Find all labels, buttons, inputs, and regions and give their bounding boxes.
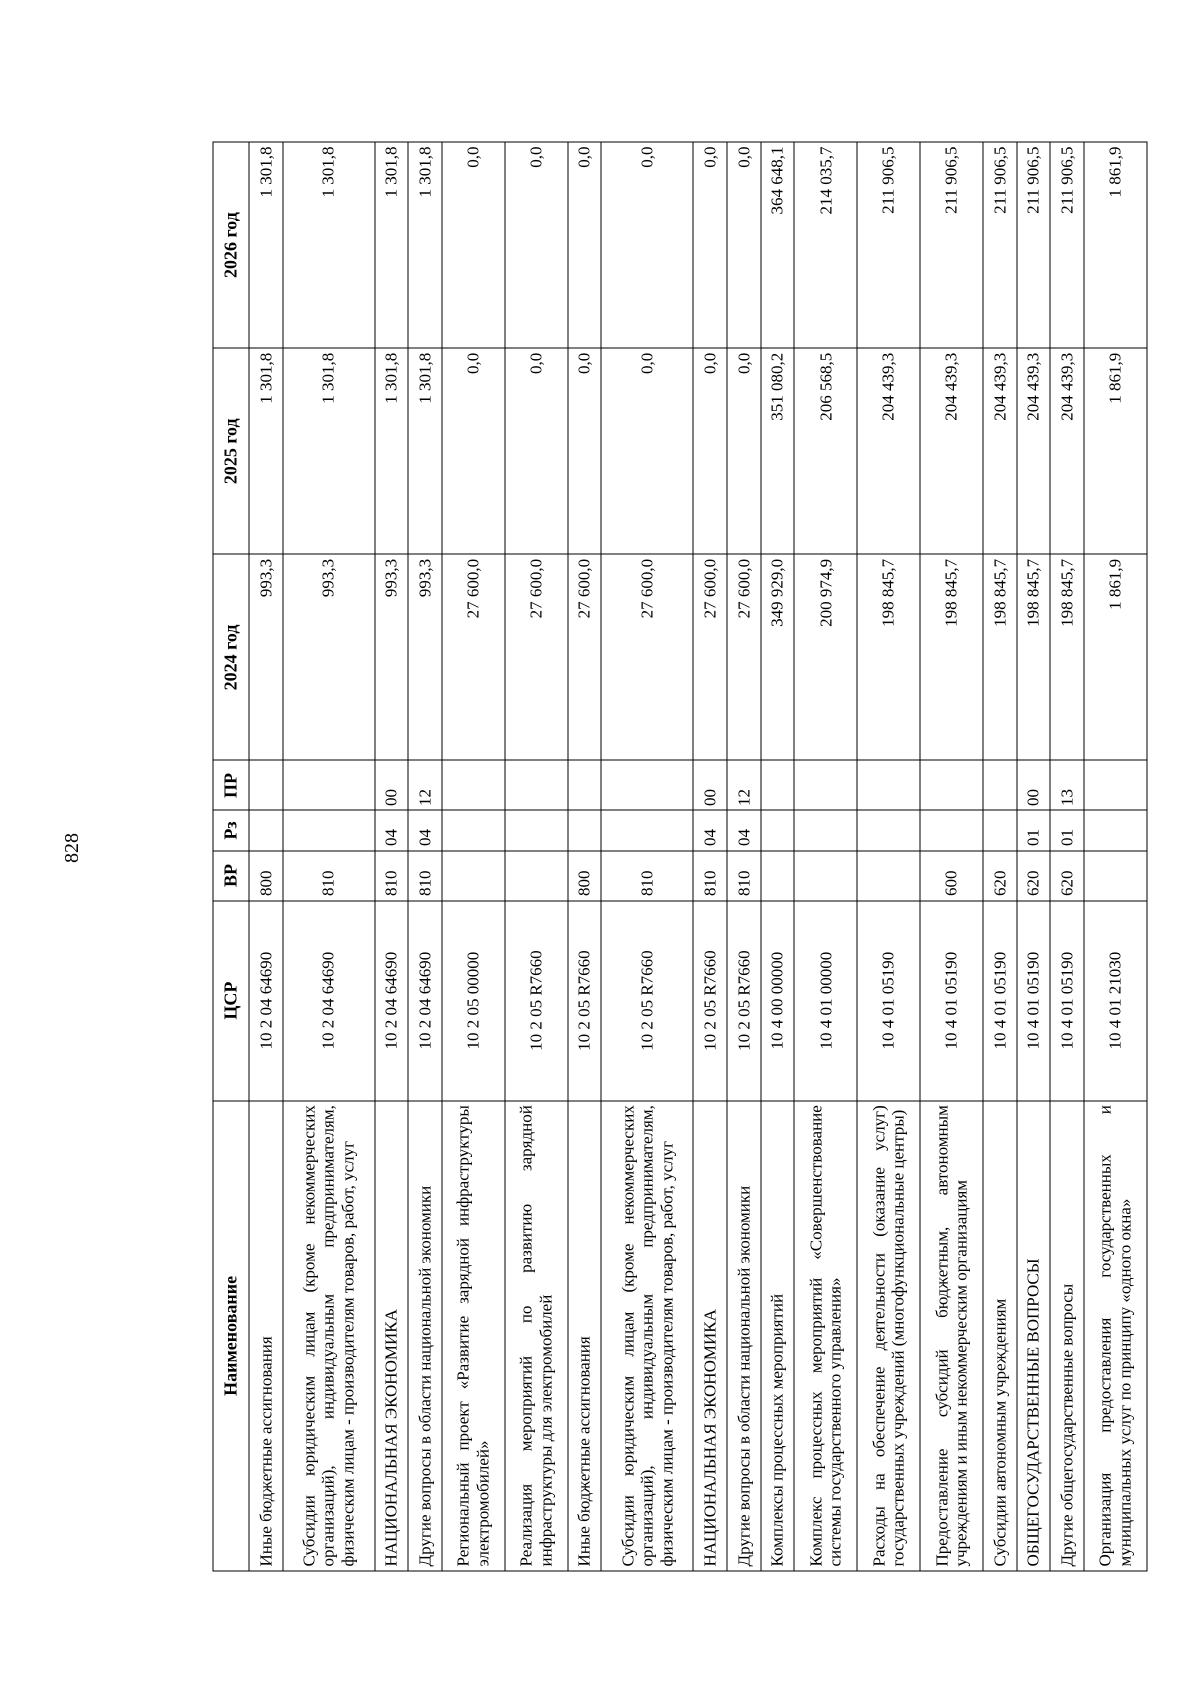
cell-2026: 0,0	[727, 142, 761, 348]
cell-2024: 27 600,0	[442, 554, 505, 760]
page-number: 828	[61, 833, 83, 863]
cell-2026: 1 301,8	[408, 142, 442, 348]
cell-vr: 800	[249, 851, 283, 901]
cell-2025: 0,0	[727, 348, 761, 554]
cell-rz: 04	[693, 811, 727, 851]
cell-csr: 10 4 01 05190	[920, 901, 983, 1101]
cell-csr: 10 2 04 64690	[249, 901, 283, 1101]
cell-2025: 0,0	[442, 348, 505, 554]
cell-rz: 04	[375, 811, 409, 851]
table-row	[1017, 142, 1051, 1571]
cell-pr	[983, 760, 1017, 810]
cell-2025: 1 861,9	[1084, 348, 1147, 554]
cell-name: Комплексы процессных мероприятий	[761, 1101, 795, 1571]
cell-rz	[442, 811, 505, 851]
cell-rz	[857, 811, 920, 851]
cell-vr: 620	[1050, 851, 1084, 901]
cell-csr: 10 2 05 R7660	[727, 901, 761, 1101]
cell-name: Расходы на обеспечение деятельности (оказание услуг) государственных учреждений (многофункциональные центры)	[857, 1101, 920, 1571]
cell-2025: 204 439,3	[857, 348, 920, 554]
cell-csr: 10 4 01 00000	[794, 901, 857, 1101]
cell-2025: 204 439,3	[920, 348, 983, 554]
cell-rz	[920, 811, 983, 851]
cell-2024: 993,3	[375, 554, 409, 760]
cell-rz	[1084, 811, 1147, 851]
cell-csr: 10 2 05 00000	[442, 901, 505, 1101]
cell-2026: 0,0	[442, 142, 505, 348]
table-row	[920, 142, 983, 1571]
cell-2024: 993,3	[283, 554, 375, 760]
cell-2024: 349 929,0	[761, 554, 795, 760]
cell-rz	[249, 811, 283, 851]
cell-name: Региональный проект «Развитие зарядной инфраструктуры электромобилей»	[442, 1101, 505, 1571]
cell-name: НАЦИОНАЛЬНАЯ ЭКОНОМИКА	[375, 1101, 409, 1571]
cell-2025: 1 301,8	[283, 348, 375, 554]
cell-2024: 27 600,0	[568, 554, 602, 760]
cell-name: Другие вопросы в области национальной экономики	[408, 1101, 442, 1571]
table-row	[568, 142, 602, 1571]
cell-2024: 198 845,7	[1050, 554, 1084, 760]
table-row	[283, 142, 375, 1571]
cell-csr: 10 2 05 R7660	[568, 901, 602, 1101]
cell-name: Реализация мероприятий по развитию зарядной инфраструктуры для электромобилей	[505, 1101, 568, 1571]
table-row	[505, 142, 568, 1571]
table-row	[693, 142, 727, 1571]
cell-pr: 00	[375, 760, 409, 810]
cell-rz	[505, 811, 568, 851]
table-row	[249, 142, 283, 1571]
cell-vr: 620	[983, 851, 1017, 901]
cell-pr: 00	[1017, 760, 1051, 810]
cell-vr: 810	[693, 851, 727, 901]
cell-pr: 00	[693, 760, 727, 810]
cell-csr: 10 4 00 00000	[761, 901, 795, 1101]
cell-2026: 214 035,7	[794, 142, 857, 348]
cell-csr: 10 2 05 R7660	[693, 901, 727, 1101]
cell-2026: 0,0	[693, 142, 727, 348]
cell-pr	[505, 760, 568, 810]
cell-2025: 1 301,8	[408, 348, 442, 554]
cell-2024: 993,3	[249, 554, 283, 760]
cell-2026: 1 301,8	[283, 142, 375, 348]
header-2024: 2024 год	[213, 554, 249, 760]
cell-pr	[283, 760, 375, 810]
cell-vr: 600	[920, 851, 983, 901]
cell-csr: 10 2 05 R7660	[601, 901, 693, 1101]
header-2026: 2026 год	[213, 142, 249, 348]
cell-name: Другие общегосударственные вопросы	[1050, 1101, 1084, 1571]
cell-vr	[794, 851, 857, 901]
cell-csr: 10 2 05 R7660	[505, 901, 568, 1101]
cell-pr	[249, 760, 283, 810]
cell-csr: 10 2 04 64690	[408, 901, 442, 1101]
cell-rz	[601, 811, 693, 851]
cell-vr	[761, 851, 795, 901]
cell-2025: 0,0	[693, 348, 727, 554]
cell-rz: 01	[1050, 811, 1084, 851]
cell-2024: 198 845,7	[857, 554, 920, 760]
cell-2026: 364 648,1	[761, 142, 795, 348]
cell-2026: 211 906,5	[857, 142, 920, 348]
table-row	[442, 142, 505, 1571]
budget-table	[213, 142, 1148, 1572]
cell-2026: 0,0	[601, 142, 693, 348]
cell-csr: 10 4 01 05190	[983, 901, 1017, 1101]
cell-pr	[761, 760, 795, 810]
cell-vr: 810	[283, 851, 375, 901]
cell-name: Организация предоставления государственных и муниципальных услуг по принципу «одного окна»	[1084, 1101, 1147, 1571]
cell-rz: 01	[1017, 811, 1051, 851]
header-rz: Рз	[213, 811, 249, 851]
cell-vr	[1084, 851, 1147, 901]
cell-2024: 27 600,0	[693, 554, 727, 760]
cell-name: Предоставление субсидий бюджетным, автономным учреждениям и иным некоммерческим организациям	[920, 1101, 983, 1571]
cell-csr: 10 4 01 05190	[1017, 901, 1051, 1101]
cell-name: Субсидии юридическим лицам (кроме некоммерческих организаций), индивидуальным предпринимателям, физическим лицам - производителям товаров, работ, услуг	[601, 1101, 693, 1571]
cell-pr: 13	[1050, 760, 1084, 810]
cell-rz	[983, 811, 1017, 851]
cell-2024: 198 845,7	[1017, 554, 1051, 760]
cell-pr: 12	[727, 760, 761, 810]
cell-pr	[857, 760, 920, 810]
cell-pr	[442, 760, 505, 810]
cell-2025: 1 301,8	[249, 348, 283, 554]
cell-2026: 1 301,8	[375, 142, 409, 348]
table-row	[761, 142, 795, 1571]
cell-csr: 10 4 01 05190	[1050, 901, 1084, 1101]
cell-2024: 27 600,0	[505, 554, 568, 760]
table-body	[249, 142, 1147, 1571]
cell-vr	[505, 851, 568, 901]
rotated-table-container	[213, 142, 1148, 1572]
header-name: Наименование	[213, 1101, 249, 1571]
cell-2025: 351 080,2	[761, 348, 795, 554]
cell-csr: 10 2 04 64690	[375, 901, 409, 1101]
table-row	[794, 142, 857, 1571]
cell-vr: 800	[568, 851, 602, 901]
cell-csr: 10 4 01 05190	[857, 901, 920, 1101]
table-row	[408, 142, 442, 1571]
cell-pr	[1084, 760, 1147, 810]
cell-2026: 1 861,9	[1084, 142, 1147, 348]
table-row	[727, 142, 761, 1571]
cell-2025: 204 439,3	[1050, 348, 1084, 554]
table-row	[601, 142, 693, 1571]
cell-2024: 27 600,0	[727, 554, 761, 760]
cell-2026: 211 906,5	[1050, 142, 1084, 348]
cell-name: Иные бюджетные ассигнования	[568, 1101, 602, 1571]
cell-vr: 810	[601, 851, 693, 901]
cell-2025: 1 301,8	[375, 348, 409, 554]
cell-rz	[568, 811, 602, 851]
cell-2026: 0,0	[505, 142, 568, 348]
table-row	[1084, 142, 1147, 1571]
cell-2024: 198 845,7	[983, 554, 1017, 760]
cell-csr: 10 4 01 21030	[1084, 901, 1147, 1101]
cell-vr: 810	[727, 851, 761, 901]
cell-pr	[568, 760, 602, 810]
cell-name: Субсидии юридическим лицам (кроме некоммерческих организаций), индивидуальным предпринимателям, физическим лицам - производителям товаров, работ, услуг	[283, 1101, 375, 1571]
cell-rz: 04	[727, 811, 761, 851]
cell-vr: 810	[375, 851, 409, 901]
cell-2026: 211 906,5	[920, 142, 983, 348]
cell-name: Субсидии автономным учреждениям	[983, 1101, 1017, 1571]
cell-2024: 993,3	[408, 554, 442, 760]
cell-2025: 204 439,3	[1017, 348, 1051, 554]
cell-name: ОБЩЕГОСУДАРСТВЕННЫЕ ВОПРОСЫ	[1017, 1101, 1051, 1571]
cell-2024: 198 845,7	[920, 554, 983, 760]
cell-vr: 620	[1017, 851, 1051, 901]
cell-2025: 206 568,5	[794, 348, 857, 554]
table-header-row	[213, 142, 249, 1571]
cell-pr	[601, 760, 693, 810]
header-vr: ВР	[213, 851, 249, 901]
cell-name: Иные бюджетные ассигнования	[249, 1101, 283, 1571]
cell-2025: 0,0	[601, 348, 693, 554]
cell-vr	[442, 851, 505, 901]
table-row	[983, 142, 1017, 1571]
cell-rz	[794, 811, 857, 851]
cell-vr: 810	[408, 851, 442, 901]
cell-2024: 1 861,9	[1084, 554, 1147, 760]
cell-rz	[761, 811, 795, 851]
header-pr: ПР	[213, 760, 249, 810]
table-row	[1050, 142, 1084, 1571]
cell-name: Другие вопросы в области национальной экономики	[727, 1101, 761, 1571]
cell-2026: 211 906,5	[1017, 142, 1051, 348]
cell-2026: 0,0	[568, 142, 602, 348]
table-row	[375, 142, 409, 1571]
cell-2026: 1 301,8	[249, 142, 283, 348]
cell-name: НАЦИОНАЛЬНАЯ ЭКОНОМИКА	[693, 1101, 727, 1571]
cell-pr: 12	[408, 760, 442, 810]
cell-pr	[794, 760, 857, 810]
header-2025: 2025 год	[213, 348, 249, 554]
cell-2025: 0,0	[505, 348, 568, 554]
cell-2024: 200 974,9	[794, 554, 857, 760]
cell-pr	[920, 760, 983, 810]
cell-csr: 10 2 04 64690	[283, 901, 375, 1101]
cell-2025: 204 439,3	[983, 348, 1017, 554]
cell-rz: 04	[408, 811, 442, 851]
cell-vr	[857, 851, 920, 901]
cell-2024: 27 600,0	[601, 554, 693, 760]
table-row	[857, 142, 920, 1571]
cell-name: Комплекс процессных мероприятий «Совершенствование системы государственного управления»	[794, 1101, 857, 1571]
cell-2026: 211 906,5	[983, 142, 1017, 348]
cell-rz	[283, 811, 375, 851]
header-csr: ЦСР	[213, 901, 249, 1101]
cell-2025: 0,0	[568, 348, 602, 554]
